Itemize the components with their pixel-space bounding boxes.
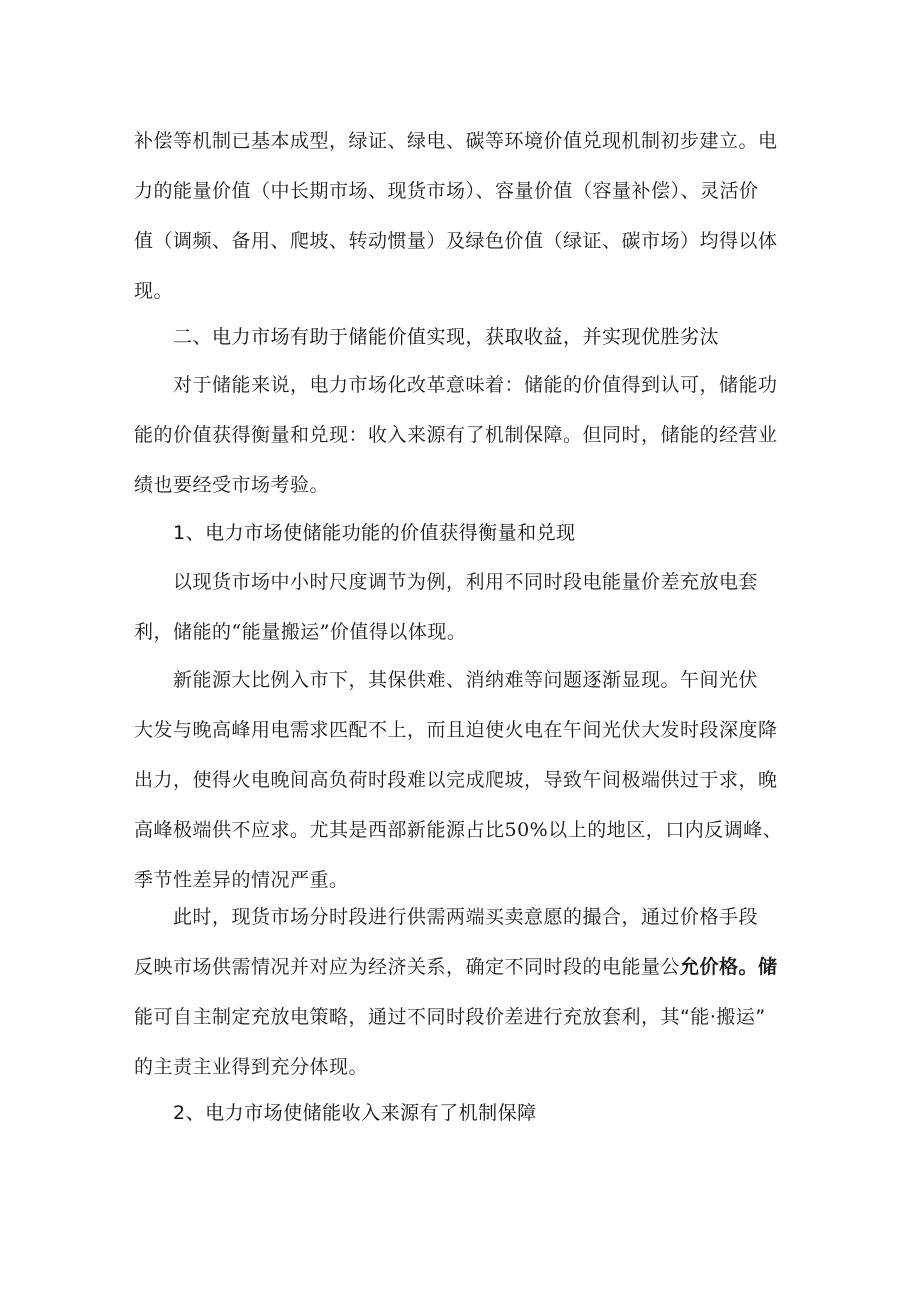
text-line: 现。 — [134, 280, 174, 302]
subsection-heading-1-text: 1、电力市场使储能功能的价值获得衡量和兑现 — [173, 522, 576, 544]
text-line: 的主责主业得到充分体现。 — [134, 1056, 369, 1078]
paragraph-market-reform — [134, 360, 786, 510]
section-heading-2 — [173, 312, 793, 362]
text-segment-bold: 允价格。储 — [680, 956, 778, 978]
section-heading-2-text: 二、电力市场有助于储能价值实现，获取收益，并实现优胜劣汰 — [173, 326, 720, 348]
text-line: 大发与晚高峰用电需求匹配不上，而且迫使火电在午间光伏大发时段深度降 — [134, 719, 778, 741]
text-line: 能的价值获得衡量和兑现：收入来源有了机制保障。但同时，储能的经营业 — [134, 424, 778, 446]
text-line: 出力，使得火电晚间高负荷时段难以完成爬坡，导致午间极端供过于求，晚 — [134, 769, 778, 791]
paragraph-spot-market — [134, 557, 786, 657]
text-line: 高峰极端供不应求。尤其是西部新能源占比50%以上的地区，口内反调峰、 — [134, 819, 783, 841]
subsection-heading-2-text: 2、电力市场使储能收入来源有了机制保障 — [173, 1102, 537, 1124]
text-line: 值（调频、备用、爬坡、转动惯量）及绿色价值（绿证、碳市场）均得以体 — [134, 230, 778, 252]
text-line: 季节性差异的情况严重。 — [134, 869, 349, 891]
paragraph-new-energy — [134, 655, 786, 905]
text-segment: 反映市场供需情况并对应为经济关系，确定不同时段的电能量公 — [134, 956, 681, 978]
paragraph-spot-matching — [134, 892, 786, 1092]
text-line: 力的能量价值（中长期市场、现货市场）、容量价值（容量补偿）、灵活价 — [134, 180, 759, 202]
subsection-heading-2 — [173, 1088, 793, 1138]
text-line: 此时，现货市场分时段进行供需两端买卖意愿的撮合，通过价格手段 — [173, 906, 759, 928]
text-line: 新能源大比例入市下，其保供难、消纳难等问题逐渐显现。午间光伏 — [173, 669, 759, 691]
text-line: 利，储能的“能量搬运”价值得以体现。 — [134, 621, 467, 643]
subsection-heading-1 — [173, 508, 793, 558]
text-line: 绩也要经受市场考验。 — [134, 474, 330, 496]
text-line: 对于储能来说，电力市场化改革意味着：储能的价值得到认可，储能功 — [173, 374, 778, 396]
text-line: 能可自主制定充放电策略，通过不同时段价差进行充放套利，其“能·搬运” — [134, 1006, 766, 1028]
text-line: 补偿等机制已基本成型，绿证、绿电、碳等环境价值兑现机制初步建立。电 — [134, 130, 778, 152]
paragraph-environmental-value — [134, 116, 786, 316]
text-line — [134, 942, 786, 992]
text-line: 以现货市场中小时尺度调节为例，利用不同时段电能量价差充放电套 — [173, 571, 759, 593]
